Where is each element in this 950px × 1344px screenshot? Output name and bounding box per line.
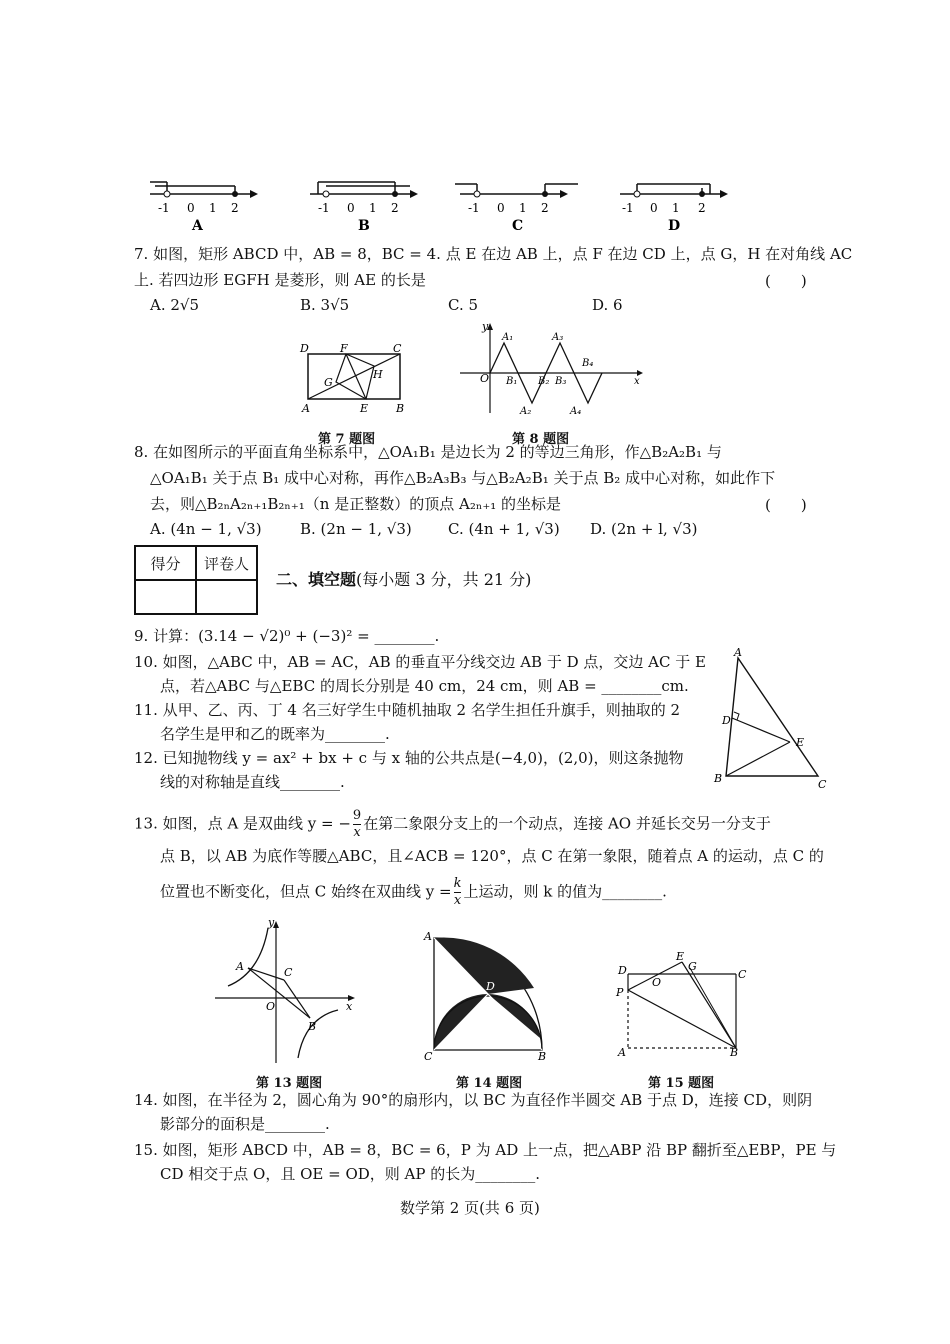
number-line-c <box>455 184 578 232</box>
score-cell[interactable] <box>135 580 196 614</box>
label-a: A <box>192 218 203 232</box>
fig15-label-b: B <box>730 1046 739 1059</box>
fig14-label-a: A <box>424 930 432 943</box>
tick-c-neg1: -1 <box>468 201 480 215</box>
number-line-d <box>620 184 728 232</box>
number-line-a <box>150 182 258 232</box>
fig7-label-f: F <box>340 342 348 355</box>
q13-line3a: 位置也不断变化，但点 C 始终在双曲线 y = <box>160 882 452 901</box>
score-box <box>134 545 258 615</box>
q13-line2: 点 B，以 AB 为底作等腰△ABC，且∠ACB = 120°，点 C 在第一象限，随着点 A 的运动，点 C 的 <box>160 847 824 865</box>
fig8-label-x: x <box>634 376 640 387</box>
q8-option-c: C. (4n + 1, √3) <box>448 520 560 538</box>
fig8-label-b2: B₂ <box>538 376 550 387</box>
q13-line3b: 上运动，则 k 的值为________. <box>463 882 667 901</box>
fig7-caption: 第 7 题图 <box>318 432 376 447</box>
q8-line2: △OA₁B₁ 关于点 B₁ 成中心对称，再作△B₂A₃B₃ 与△B₂A₂B₁ 关于点 B₂ 成中心对称，如此作下 <box>150 469 776 487</box>
fig10-label-a: A <box>734 648 742 659</box>
tick-c-2: 2 <box>541 201 549 215</box>
q13-frac2-den: x <box>453 893 462 908</box>
fig15-label-a: A <box>618 1046 626 1059</box>
figure-15 <box>612 950 752 1060</box>
fig13-label-c: C <box>284 966 293 979</box>
fig14-label-c: C <box>424 1050 433 1062</box>
q13-fraction2 <box>454 876 462 909</box>
fig14-label-d: D <box>486 980 495 993</box>
q15-line2: CD 相交于点 O，且 OE = OD，则 AP 的长为________. <box>160 1165 541 1183</box>
fig7-label-c: C <box>393 342 402 355</box>
label-b: B <box>358 218 370 232</box>
figure-7 <box>296 338 416 418</box>
tick-d-1: 1 <box>672 201 680 215</box>
tick-a-neg1: -1 <box>158 201 170 215</box>
tick-a-0: 0 <box>187 201 195 215</box>
label-d: D <box>668 218 681 232</box>
tick-b-1: 1 <box>369 201 377 215</box>
q7-answer-paren: ( ) <box>765 272 807 290</box>
q7-option-d: D. 6 <box>592 296 623 314</box>
fig8-label-a3: A₃ <box>552 332 564 343</box>
tick-d-2: 2 <box>698 201 706 215</box>
number-line-b <box>310 182 418 232</box>
fig8-label-b4: B₄ <box>582 358 594 369</box>
q13-frac1-den: x <box>353 825 361 840</box>
fig10-label-c: C <box>818 778 827 788</box>
fig14-caption: 第 14 题图 <box>456 1076 523 1091</box>
q15-line1: 15. 如图，矩形 ABCD 中，AB = 8，BC = 6，P 为 AD 上一点，把△ABP 沿 BP 翻折至△EBP，PE 与 <box>134 1141 837 1159</box>
q12-line2: 线的对称轴是直线________. <box>160 773 345 791</box>
fig7-label-b: B <box>396 402 405 415</box>
figure-13 <box>210 918 370 1068</box>
q13-fraction1 <box>353 808 361 841</box>
q8-answer-paren: ( ) <box>765 496 807 514</box>
section2-note: (每小题 3 分，共 21 分) <box>356 570 532 589</box>
fig15-caption: 第 15 题图 <box>648 1076 715 1091</box>
fig8-label-a2: A₂ <box>520 406 532 417</box>
tick-d-0: 0 <box>650 201 658 215</box>
fig13-label-x: x <box>346 1000 353 1013</box>
section2-heading <box>276 570 531 590</box>
fig8-label-b1: B₁ <box>506 376 518 387</box>
fig7-label-e: E <box>360 402 369 415</box>
q8-option-d: D. (2n + l, √3) <box>590 520 698 538</box>
fig15-label-d: D <box>618 964 627 977</box>
tick-a-1: 1 <box>209 201 217 215</box>
section2-title: 二、填空题 <box>276 570 357 589</box>
q9-text: 9. 计算：(3.14 − √2)⁰ + (−3)² = ________. <box>134 627 440 645</box>
fig8-label-a4: A₄ <box>570 406 582 417</box>
fig13-label-y: y <box>268 918 275 929</box>
q13-line1b: 在第二象限分支上的一个动点，连接 AO 并延长交另一分支于 <box>363 814 771 833</box>
q11-line2: 名学生是甲和乙的既率为________. <box>160 725 390 743</box>
fig10-label-b: B <box>714 772 723 785</box>
q13-frac1-num: 9 <box>352 808 362 823</box>
q10-line2: 点，若△ABC 与△EBC 的周长分别是 40 cm，24 cm，则 AB = ________cm. <box>160 677 689 695</box>
fig8-caption: 第 8 题图 <box>512 432 570 447</box>
fig8-label-y: y <box>482 320 489 333</box>
page-footer: 数学第 2 页(共 6 页) <box>400 1199 540 1217</box>
q11-line1: 11. 从甲、乙、丙、丁 4 名三好学生中随机抽取 2 名学生担任升旗手，则抽取的 2 <box>134 701 681 719</box>
fig7-label-g: G <box>324 376 333 389</box>
figure-14 <box>422 928 552 1062</box>
fig7-label-d: D <box>300 342 309 355</box>
fig15-label-c: C <box>738 968 747 981</box>
q12-line1: 12. 已知抛物线 y = ax² + bx + c 与 x 轴的公共点是(−4,0)，(2,0)，则这条抛物 <box>134 749 684 767</box>
score-header: 得分 <box>135 546 196 580</box>
tick-b-neg1: -1 <box>318 201 330 215</box>
q13-line3 <box>160 876 667 909</box>
fig8-label-b3: B₃ <box>555 376 567 387</box>
q13-frac2-num: k <box>453 876 462 891</box>
number-lines-figure <box>140 172 740 232</box>
tick-b-2: 2 <box>391 201 399 215</box>
q7-option-a: A. 2√5 <box>150 296 200 314</box>
fig14-label-b: B <box>538 1050 547 1062</box>
fig15-label-e: E <box>676 950 685 963</box>
q7-line2: 上. 若四边形 EGFH 是菱形，则 AE 的长是 <box>134 271 426 289</box>
q7-option-c: C. 5 <box>448 296 479 314</box>
q7-line1: 7. 如图，矩形 ABCD 中，AB = 8，BC = 4. 点 E 在边 AB 上，点 F 在边 CD 上，点 G，H 在对角线 AC <box>134 245 853 263</box>
tick-b-0: 0 <box>347 201 355 215</box>
grader-header: 评卷人 <box>196 546 257 580</box>
fig13-label-o: O <box>266 1000 276 1013</box>
figure-10 <box>710 648 830 788</box>
fig10-label-e: E <box>796 736 805 749</box>
grader-cell[interactable] <box>196 580 257 614</box>
fig13-label-a: A <box>236 960 244 973</box>
tick-d-neg1: -1 <box>622 201 634 215</box>
q8-option-b: B. (2n − 1, √3) <box>300 520 412 538</box>
label-c: C <box>512 218 524 232</box>
fig15-label-g: G <box>688 960 697 973</box>
fig13-caption: 第 13 题图 <box>256 1076 323 1091</box>
q8-option-a: A. (4n − 1, √3) <box>150 520 262 538</box>
figure-8 <box>452 318 652 418</box>
tick-c-0: 0 <box>497 201 505 215</box>
fig8-label-a1: A₁ <box>502 332 514 343</box>
tick-a-2: 2 <box>231 201 239 215</box>
q14-line2: 影部分的面积是________. <box>160 1115 330 1133</box>
fig15-label-p: P <box>616 986 624 999</box>
q14-line1: 14. 如图，在半径为 2，圆心角为 90°的扇形内，以 BC 为直径作半圆交 AB 于点 D，连接 CD，则阴 <box>134 1091 813 1109</box>
fig10-label-d: D <box>722 714 731 727</box>
q8-line3: 去，则△B₂ₙA₂ₙ₊₁B₂ₙ₊₁（n 是正整数）的顶点 A₂ₙ₊₁ 的坐标是 <box>150 495 562 513</box>
q8-line1: 8. 在如图所示的平面直角坐标系中，△OA₁B₁ 是边长为 2 的等边三角形，作△B₂A₂B₁ 与 <box>134 443 722 461</box>
tick-c-1: 1 <box>519 201 527 215</box>
q13-line1a: 13. 如图，点 A 是双曲线 y = − <box>134 814 351 833</box>
fig15-label-o: O <box>652 976 662 989</box>
fig7-label-h: H <box>373 368 383 381</box>
fig13-label-b: B <box>308 1020 317 1033</box>
q13-line1 <box>134 808 771 841</box>
q10-line1: 10. 如图，△ABC 中，AB = AC，AB 的垂直平分线交边 AB 于 D 点，交边 AC 于 E <box>134 653 706 671</box>
fig8-label-o: O <box>480 372 490 385</box>
fig7-label-a: A <box>302 402 310 415</box>
q7-option-b: B. 3√5 <box>300 296 350 314</box>
